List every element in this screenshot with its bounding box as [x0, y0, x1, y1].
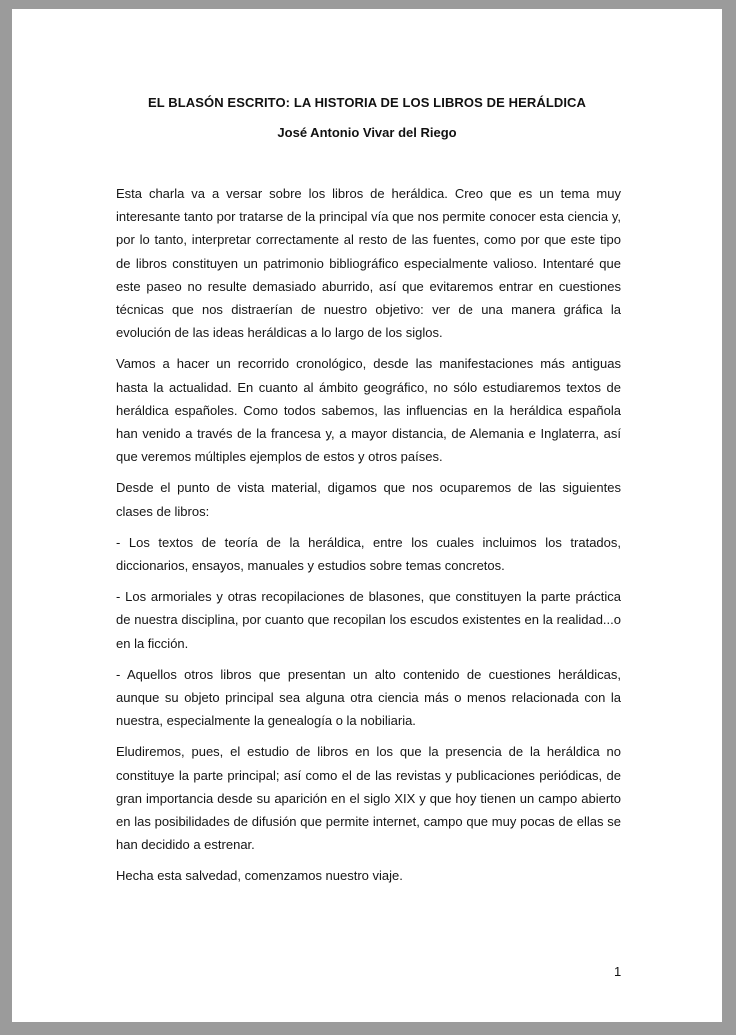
- paragraph-book-classes: Desde el punto de vista material, digamos que nos ocuparemos de las siguientes clases de libros:: [116, 480, 621, 519]
- paragraph-exclusions: Eludiremos, pues, el estudio de libros en los que la presencia de la heráldica no constituye la parte principal; así como el de las revistas y publicaciones periódicas, de gran importancia desde su aparición en el siglo XIX y que hoy tienen un campo abierto en las posibilidades de difusión que permite internet, campo que muy pocas de ellas se han decidido a estrenar.: [116, 744, 621, 853]
- paragraph-intro: Esta charla va a versar sobre los libros de heráldica. Creo que es un tema muy interesante tanto por tratarse de la principal vía que nos permite conocer esta ciencia y, por lo tanto, interpretar correctamente al resto de las fuentes, como por que este tipo de libros constituyen un patrimonio bibliográfico especialmente valioso. Intentaré que este paseo no resulte demasiado aburrido, así que evitaremos entrar en cuestiones técnicas que nos distraerían de nuestro objetivo: ver de una manera gráfica la evolución de las ideas heráldicas a lo largo de los siglos.: [116, 186, 621, 341]
- document-page: [12, 9, 722, 1022]
- list-item-armorials: - Los armoriales y otras recopilaciones de blasones, que constituyen la parte práctica de nuestra disciplina, por cuanto que recopilan los escudos existentes en la realidad...o en la ficción.: [116, 589, 621, 651]
- page-number: 1: [614, 964, 622, 979]
- list-item-related-books: - Aquellos otros libros que presentan un alto contenido de cuestiones heráldicas, aunque su objeto principal sea alguna otra ciencia más o menos relacionada con la nuestra, especialmente la genealogía o la nobiliaria.: [116, 666, 621, 729]
- paragraph-closing: Hecha esta salvedad, comenzamos nuestro viaje.: [116, 868, 403, 884]
- document-title: EL BLASÓN ESCRITO: LA HISTORIA DE LOS LIBROS DE HERÁLDICA: [147, 95, 587, 110]
- document-author: José Antonio Vivar del Riego: [277, 125, 457, 140]
- document-body: [116, 182, 621, 896]
- list-item-theory-texts: - Los textos de teoría de la heráldica, entre los cuales incluimos los tratados, diccionarios, ensayos, manuales y estudios sobre temas concretos.: [116, 534, 621, 574]
- paragraph-chronology: Vamos a hacer un recorrido cronológico, desde las manifestaciones más antiguas hasta la actualidad. En cuanto al ámbito geográfico, no sólo estudiaremos textos de heráldica españoles. Como todos sabemos, las influencias en la heráldica española han venido a través de la francesa y, a mayor distancia, de Alemania e Inglaterra, así que veremos múltiples ejemplos de estos y otros países.: [116, 356, 621, 465]
